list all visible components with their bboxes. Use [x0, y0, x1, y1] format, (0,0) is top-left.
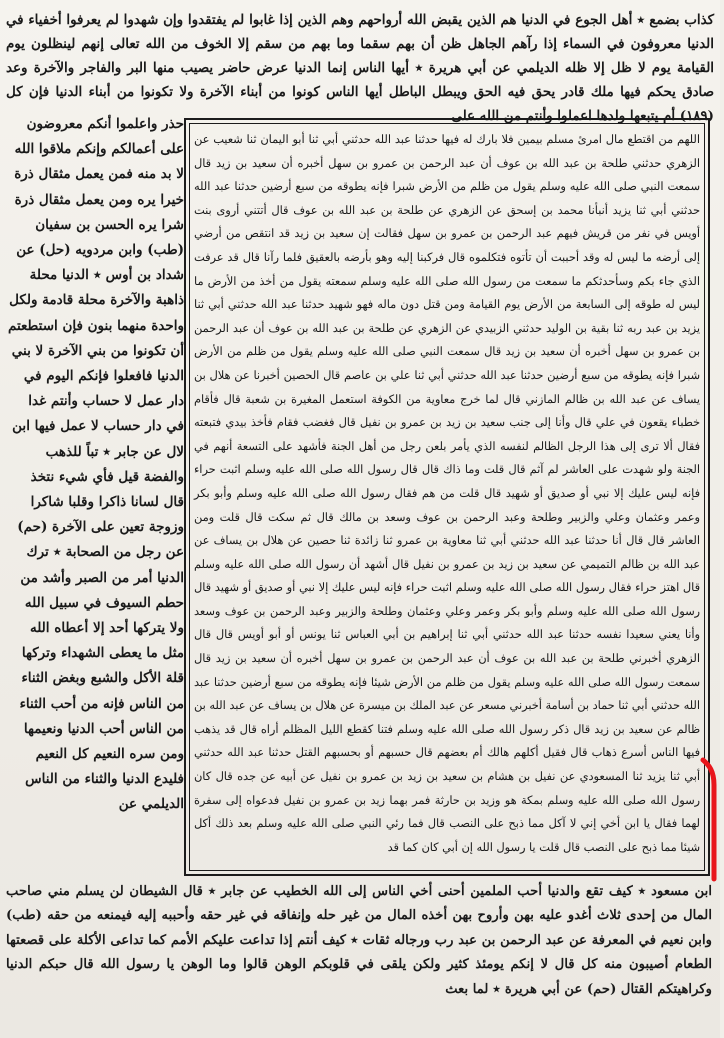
hadith-frame	[184, 118, 710, 876]
top-text-block	[6, 8, 714, 124]
red-marker-stroke	[703, 760, 714, 879]
top-text-line: كذاب بضمع ٭ أهل الجوع في الدنيا هم الذين يقبض الله أرواحهم وهم الذين إذا غابوا لم يفتقدوا وإن شهدوا لم يعرفوا أخفياء في الدنيا معروفون في السماء إذا رآهم الجاهل ظن أن بهم سقما وما بهم من سقم إلا الخوف من الله تعالى إنهم لينظلون يوم القيامة يوم لا ظل إلا ظله الديلمي عن أبي هريرة ٭ أيها الناس إنما الدنيا عرض حاضر يصيب منها البر والفاجر والآخرة وعد صادق يحكم فيها ملك قادر يحق فيه الحق ويبطل الباطل أيها الناس كونوا من أبناء الآخرة ولا تكونوا من أبناء الدنيا فإن كل	[6, 12, 714, 100]
bottom-text-block: ابن مسعود ٭ كيف تقع والدنيا أحب الملمين أحنى أخي الناس إلى الله الخطيب عن جابر ٭ قال الشيطان لن يسلم مني صاحب المال من إحدى ثلاث أغدو عليه بهن وأروح بهن أخذه المال من غير حله وإنفاقه في غير حقه وأحببه إليه فيمنعه من حقه (طب) وابن نعيم في المعرفة عن عبد الرحمن بن عبد رب ورجاله ثقات ٭ كيف أنتم إذا تداعت عليكم الأمم كما تداعى الأكلة على قصعتها الطعام أصيبون منه كل قال لا إنكم يومئذ كثير ولكن يلقى في قلوبكم الوهن قالوا وما الوهن يا رسول الله قال حبكم الدنيا وكراهيتكم القتال (حم) عن أبي هريرة ٭ لما بعث	[6, 884, 712, 997]
red-marker-annotation	[700, 757, 724, 885]
side-column-text: حذر واعلموا أنكم معروضون على أعمالكم وإنكم ملاقوا الله لا بد منه فمن يعمل مثقال ذرة خيرا يره ومن يعمل مثقال ذرة شرا يره الحسن بن سفيان (طب) وابن مردويه (حل) عن شداد بن أوس ٭ الدنيا محلة ذاهبة والآخرة محلة قادمة ولكل واحدة منهما بنون فإن استطعتم أن تكونوا من بني الآخرة لا بني الدنيا فافعلوا فإنكم اليوم في دار عمل لا حساب وأنتم غدا في دار حساب لا عمل فيها ابن لال عن جابر ٭ تباً للذهب والفضة قيل فأي شيء نتخذ قال لسانا ذاكرا وقلبا شاكرا وزوجة تعين على الآخرة (حم) عن رجل من الصحابة ٭ ترك الدنيا أمر من الصبر وأشد من حطم السيوف في سبيل الله ولا يتركها أحد إلا أعطاه الله مثل ما يعطى الشهداء وتركها قلة الأكل والشبع وبغض الثناء من الناس فإنه من أحب الثناء من الناس أحب الدنيا ونعيمها ومن سره النعيم كل النعيم فليدع الدنيا والثناء من الناس الديلمي عن	[7, 116, 184, 813]
top-text-continuation: أم يتبعها ولدها اعملوا وأنتم من الله على	[451, 108, 676, 124]
page-number: (١٨٩)	[679, 108, 714, 124]
hadith-text: اللهم من اقتطع مال امرئ مسلم بيمين فلا بارك له فيها حدثنا عبد الله حدثني أبي ثنا أبو اليمان ثنا شعيب عن الزهري حدثني طلحة بن عبد الله بن عوف أن عبد الرحمن بن عمرو بن سهل أخبره أن سعيد بن زيد قال سمعت النبي صلى الله عليه وسلم يقول من ظلم من الأرض شبرا فإنه يطوقه من سبع أرضين حدثنا عبد الله حدثني أبي ثنا يزيد أنبأنا محمد بن إسحق عن الزهري عن طلحة بن عبد الله بن عوف قال أتتني أروى بنت أويس في نفر من قريش فيهم عبد الرحمن بن عمرو بن سهل فقالت إن سعيد بن زيد قد انتقص من أرضي إلى أرضه ما ليس له وقد أحببت أن تأتوه فتكلموه قال فركبنا إليه وهو بأرضه بالعقيق فلما رآنا قال قد عرفت الذي جاء بكم وسأحدثكم ما سمعت من رسول الله صلى الله عليه وسلم سمعته يقول من أخذ من الأرض ما ليس له طوقه إلى السابعة من الأرض يوم القيامة ومن قتل دون ماله فهو شهيد حدثنا عبد الله حدثني أبي ثنا يزيد بن عبد ربه ثنا بقية بن الوليد حدثني الزبيدي عن الزهري عن طلحة بن عبد الله بن عوف أن عبد الرحمن بن عمرو بن سهل أخبره أن سعيد بن زيد قال سمعت النبي صلى الله عليه وسلم يقول من ظلم من الأرض شبرا فإنه يطوقه من سبع أرضين حدثنا عبد الله حدثني أبي ثنا علي بن عاصم قال الحصين أخبرنا عن هلال بن يساف عن عبد الله بن ظالم المازني قال لما خرج معاوية من الكوفة استعمل المغيرة بن شعبة قال فأقام خطباء يقعون في علي قال وأنا إلى جنب سعيد بن زيد بن عمرو بن نفيل قال فغضب فقام فأخذ بيدي فتبعته فقال ألا ترى إلى هذا الرجل الظالم لنفسه الذي يأمر بلعن رجل من أهل الجنة فأشهد على التسعة أنهم في الجنة ولو شهدت على العاشر لم آثم قال قلت وما ذاك قال قال رسول الله صلى الله عليه وسلم اثبت حراء فإنه ليس عليك إلا نبي أو صديق أو شهيد قال قلت من هم فقال رسول الله صلى الله عليه وسلم وأبو بكر وعمر وعثمان وعلي والزبير وطلحة وعبد الرحمن بن عوف وسعد بن مالك قال ثم سكت قال قلت ومن العاشر قال قال أنا حدثنا عبد الله حدثني أبي ثنا معاوية بن عمرو ثنا زائدة ثنا حصين عن هلال بن يساف عن عبد الله بن ظالم التميمي عن سعيد بن زيد بن عمرو بن نفيل قال أشهد أن رسول الله صلى الله عليه وسلم قال اهتز حراء فقال رسول الله صلى الله عليه وسلم اثبت حراء فإنه ليس عليك إلا نبي أو صديق أو شهيد قال رسول الله صلى الله عليه وسلم وأبو بكر وعمر وعلي وعثمان وطلحة والزبير وعبد الرحمن بن عوف وسعد وأنا يعني سعيدا نفسه حدثنا عبد الله حدثني أبي ثنا إبراهيم بن أبي العباس ثنا يونس أو أبو أويس قال قال الزهري أخبرني طلحة بن عبد الله بن عوف أن عبد الرحمن بن عمرو بن سهل أخبره أن سعيد بن زيد قال سمعت رسول الله صلى الله عليه وسلم يقول من ظلم من الأرض شيئا فإنه يطوقه من سبع أرضين حدثنا عبد الله حدثني أبي ثنا حماد بن أسامة أخبرني مسعر عن عبد الملك بن ميسرة عن هلال بن يساف عن عبد الله بن ظالم عن سعيد بن زيد قال ذكر رسول الله صلى الله عليه وسلم فتنا كقطع الليل المظلم أراه قال قد يذهب فيها الناس أسرع ذهاب قال فقيل أكلهم هالك أم بعضهم قال حسبهم أو بحسبهم القتل حدثنا عبد الله حدثني أبي ثنا يزيد ثنا المسعودي عن نفيل بن هشام بن سعيد بن زيد بن عمرو بن نفيل عن أبيه عن جده قال كان رسول الله صلى الله عليه وسلم بمكة هو وزيد بن حارثة فمر بهما زيد بن عمرو بن نفيل فدعواه إلى سفرة لهما فقال يا ابن أخي إني لا آكل مما ذبح على النصب قال فما رئي النبي صلى الله عليه وسلم بعد ذلك أكل شيئا مما ذبح على النصب قال قلت يا رسول الله إن أبي كان كما قد	[194, 133, 700, 854]
